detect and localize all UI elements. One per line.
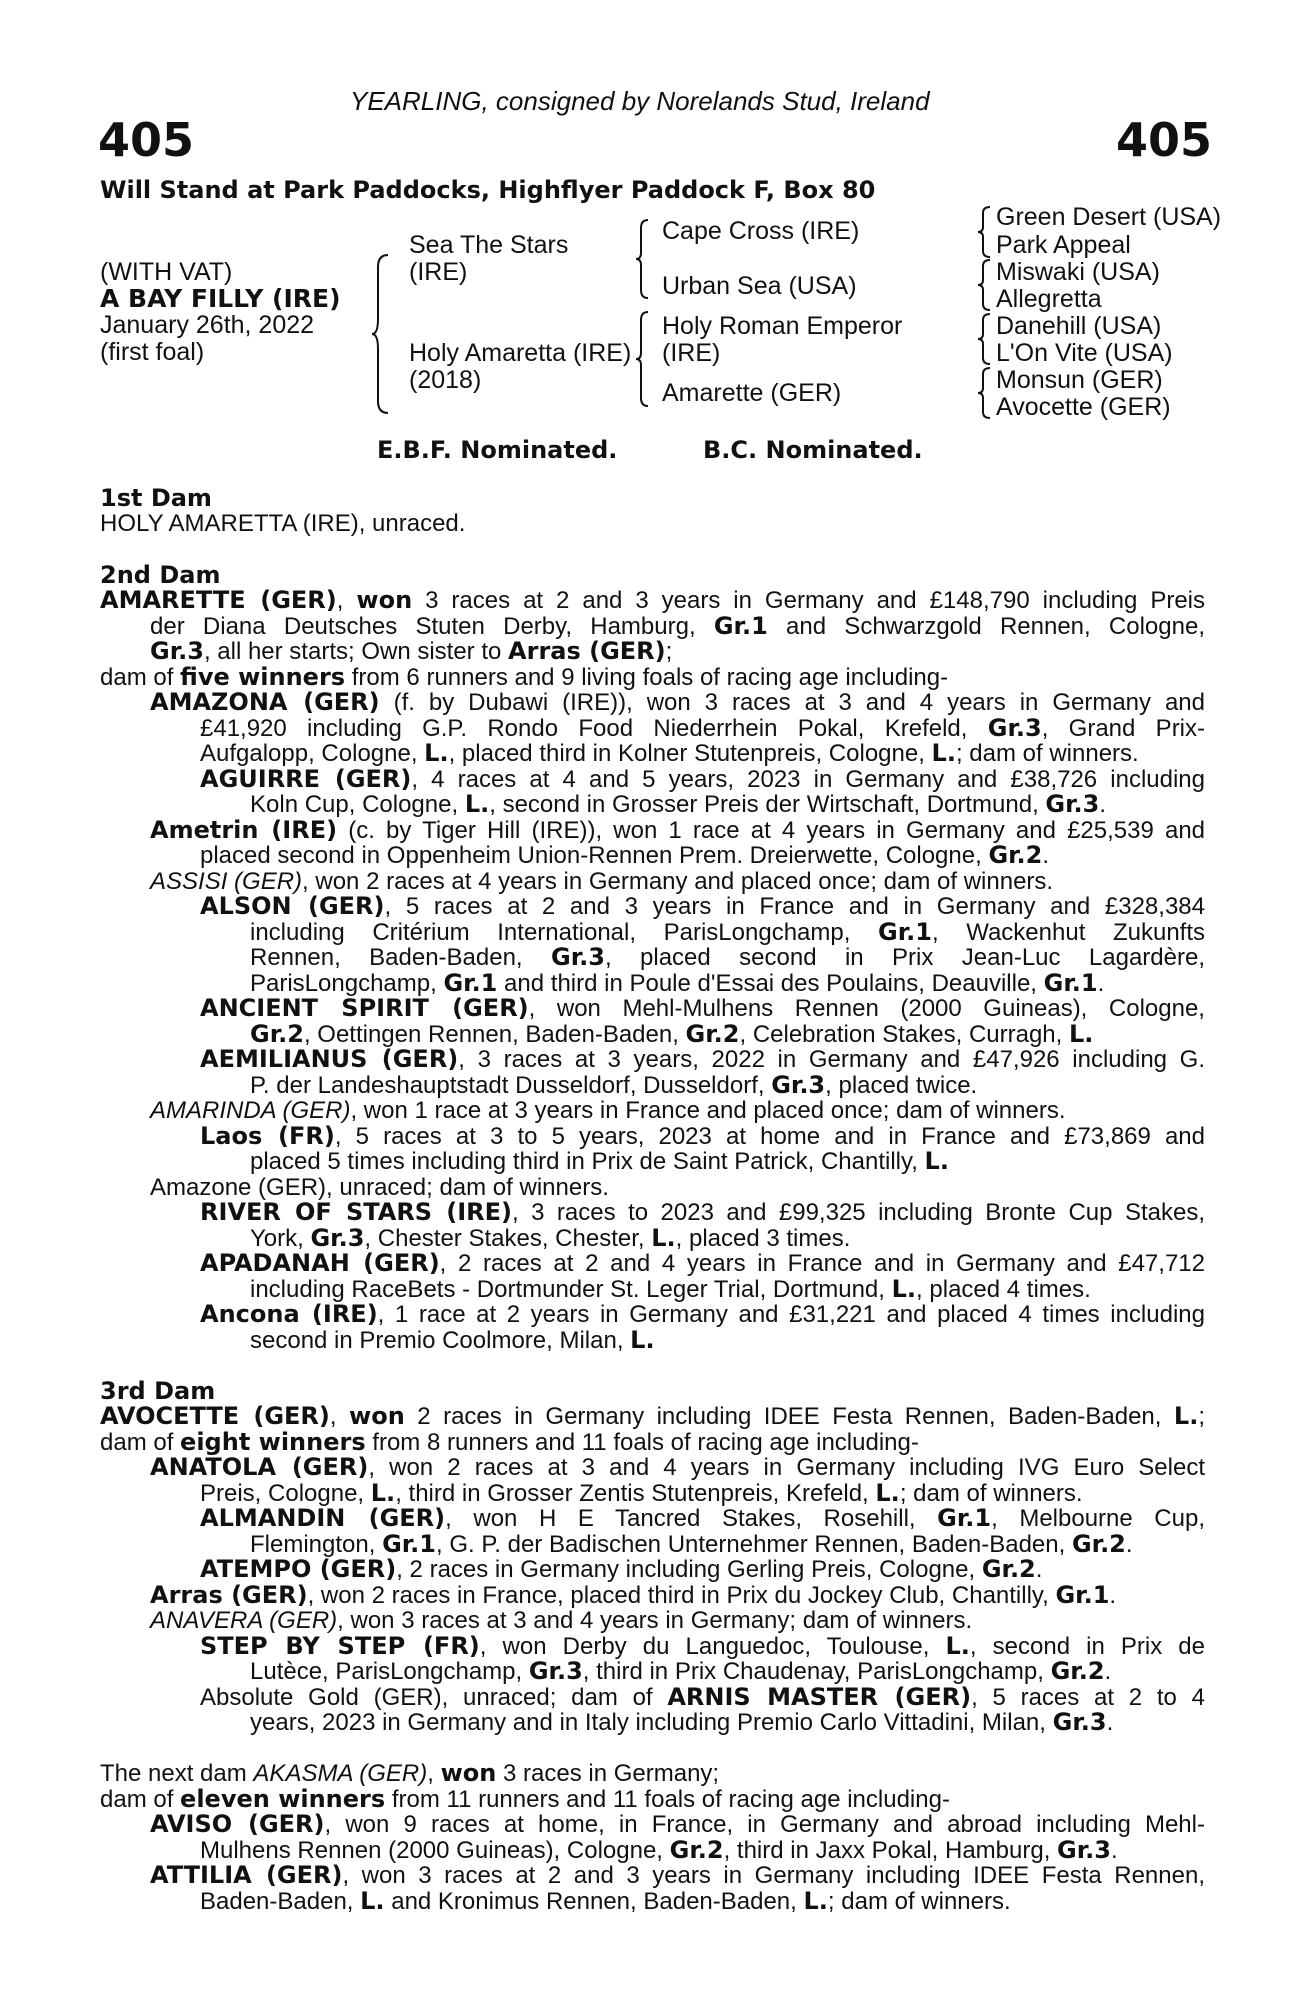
text-run: , won 9 races at home, in France, in Germany and abroad including Mehl- xyxy=(324,1811,1205,1838)
text-run: AVISO (GER) xyxy=(150,1810,325,1838)
text-run: , 5 races at 2 to 4 xyxy=(971,1684,1205,1711)
text-run: Gr.2 xyxy=(1050,1657,1105,1685)
text-run: (c. by Tiger Hill (IRE)), won 1 race at 4 years in Germany and £25,539 and xyxy=(337,817,1206,844)
text-line-7 xyxy=(200,716,1205,742)
text-line-43 xyxy=(200,1685,1205,1711)
text-run: L. xyxy=(924,1147,949,1175)
gen3-5: Danehill (USA) xyxy=(996,312,1162,340)
text-run: L. xyxy=(464,790,490,818)
text-run: Gr.3 xyxy=(1057,1836,1111,1864)
text-run: ANATOLA (GER) xyxy=(150,1453,369,1481)
text-run: . xyxy=(1109,1582,1117,1609)
text-line-34 xyxy=(150,1455,1205,1481)
text-run: , won H E Tancred Stakes, Rosehill, xyxy=(445,1505,938,1532)
text-run: Lutèce, ParisLongchamp, xyxy=(250,1658,529,1685)
text-run: (f. by Dubawi (IRE)), won 3 races at 3 and 4 years in Germany and xyxy=(379,689,1205,716)
text-line-5 xyxy=(100,665,1205,691)
text-run: , placed 3 times. xyxy=(675,1225,851,1252)
text-line-45 xyxy=(100,1761,1205,1787)
text-run: ARNIS MASTER (GER) xyxy=(667,1683,972,1711)
text-run: , Wackenhut Zukunfts xyxy=(931,919,1206,946)
text-run: , G. P. der Badischen Unternehmer Rennen, Baden-Baden, xyxy=(436,1531,1072,1558)
text-run: L. xyxy=(651,1224,676,1252)
text-run: Gr.1 xyxy=(937,1504,992,1532)
text-run: including RaceBets - Dortmunder St. Leger Trial, Dortmund, xyxy=(250,1276,892,1303)
text-line-39 xyxy=(150,1583,1205,1609)
text-run: L. xyxy=(803,1887,828,1915)
text-run: , Celebration Stakes, Curragh, xyxy=(739,1021,1069,1048)
text-line-4 xyxy=(150,639,1205,665)
text-run: L. xyxy=(1068,1020,1094,1048)
text-run: , Chester Stakes, Chester, xyxy=(364,1225,652,1252)
text-line-48 xyxy=(200,1838,1205,1864)
text-run: Gr.1 xyxy=(382,1530,436,1558)
dam-dam: Amarette (GER) xyxy=(662,379,842,407)
dam-sire-country: (IRE) xyxy=(662,339,721,367)
text-run: HOLY AMARETTA (IRE), unraced. xyxy=(100,510,466,537)
text-run: , 2 races in Germany including Gerling Preis, Cologne, xyxy=(396,1556,982,1583)
text-line-23 xyxy=(200,1124,1205,1150)
text-run: der Diana Deutsches Stuten Derby, Hamburg, xyxy=(150,613,714,640)
text-line-36 xyxy=(200,1506,1205,1532)
text-run: , xyxy=(336,587,357,614)
text-line-46 xyxy=(100,1787,1205,1813)
text-run: Gr.3 xyxy=(528,1657,583,1685)
text-run: , all her starts; Own sister to xyxy=(203,638,509,665)
text-run: from 6 runners and 9 living foals of racing age including- xyxy=(345,664,949,691)
text-run: ALSON (GER) xyxy=(200,892,385,920)
text-run: £41,920 including G.P. Rondo Food Niederrhein Pokal, Krefeld, xyxy=(200,715,988,742)
text-run: The next dam xyxy=(100,1760,254,1787)
text-run: and Kronimus Rennen, Baden-Baden, xyxy=(384,1888,804,1915)
text-line-25 xyxy=(150,1175,1205,1201)
text-run: won xyxy=(440,1759,497,1787)
text-line-38 xyxy=(200,1557,1205,1583)
text-run: , 5 races at 3 to 5 years, 2023 at home and in France and £73,869 and xyxy=(334,1123,1206,1150)
text-line-32 xyxy=(100,1404,1205,1430)
text-run: ANCIENT SPIRIT (GER) xyxy=(200,994,529,1022)
text-run: Aufgalopp, Cologne, xyxy=(200,740,425,767)
text-run: ; xyxy=(665,638,673,665)
text-run: Ancona (IRE) xyxy=(200,1300,378,1328)
text-line-27 xyxy=(250,1226,1205,1252)
gen3-3: Miswaki (USA) xyxy=(996,258,1160,286)
text-run: Absolute Gold (GER), unraced; dam of xyxy=(200,1684,668,1711)
text-line-42 xyxy=(250,1659,1205,1685)
lot-number-right: 405 xyxy=(1116,113,1213,167)
text-run: , third in Prix Chaudenay, ParisLongchamp, xyxy=(582,1658,1051,1685)
second-dam-heading: 2nd Dam xyxy=(100,561,221,589)
text-run: , placed twice. xyxy=(825,1072,978,1099)
text-run: , won 2 races at 3 and 4 years in Germany including IVG Euro Select xyxy=(368,1454,1205,1481)
text-run: including Critérium International, ParisLongchamp, xyxy=(250,919,878,946)
text-run: , 3 races at 3 years, 2022 in Germany and £47,926 including G. xyxy=(458,1046,1205,1073)
text-run: , placed 4 times. xyxy=(916,1276,1091,1303)
gen3-8: Avocette (GER) xyxy=(996,393,1171,421)
text-run: eleven winners xyxy=(180,1785,386,1813)
text-run: from 8 runners and 11 foals of racing age including- xyxy=(365,1429,919,1456)
text-run: AMARINDA (GER) xyxy=(150,1097,351,1124)
text-run: , won Mehl-Mulhens Rennen (2000 Guineas), Cologne, xyxy=(528,995,1205,1022)
text-run: , won 2 races in France, placed third in Prix du Jockey Club, Chantilly, xyxy=(307,1582,1056,1609)
text-run: AEMILIANUS (GER) xyxy=(200,1045,459,1073)
text-run: L. xyxy=(945,1632,970,1660)
text-run: L. xyxy=(370,1479,396,1507)
text-run: Arras (GER) xyxy=(150,1581,308,1609)
vat-note: (WITH VAT) xyxy=(100,258,233,286)
text-line-17 xyxy=(250,971,1205,997)
text-run: Gr.3 xyxy=(771,1071,826,1099)
dam-name: Holy Amaretta (IRE) xyxy=(409,339,632,367)
text-run: ASSISI (GER) xyxy=(150,868,303,895)
text-line-31 xyxy=(250,1328,1205,1354)
text-line-21 xyxy=(250,1073,1205,1099)
text-run: , won 1 race at 3 years in France and placed once; dam of winners. xyxy=(350,1097,1066,1124)
text-run: , won 2 races at 4 years in Germany and placed once; dam of winners. xyxy=(302,868,1054,895)
text-run: , 2 races at 2 and 4 years in France and in Germany and £47,712 xyxy=(439,1250,1205,1277)
text-run: . xyxy=(1110,1837,1118,1864)
text-run: years, 2023 in Germany and in Italy including Premio Carlo Vittadini, Milan, xyxy=(250,1709,1053,1736)
text-run: AGUIRRE (GER) xyxy=(200,765,412,793)
text-line-18 xyxy=(200,996,1205,1022)
text-line-9 xyxy=(200,767,1205,793)
stand-location: Will Stand at Park Paddocks, Highflyer Paddock F, Box 80 xyxy=(100,176,876,204)
text-line-22 xyxy=(150,1098,1205,1124)
sire-dam: Urban Sea (USA) xyxy=(662,272,857,300)
sire-name: Sea The Stars xyxy=(409,231,569,259)
text-run: and Schwarzgold Rennen, Cologne, xyxy=(767,613,1205,640)
text-run: dam of xyxy=(100,1429,181,1456)
text-line-15 xyxy=(250,920,1205,946)
text-run: , 5 races at 2 and 3 years in France and in Germany and £328,384 xyxy=(384,893,1205,920)
text-run: Gr.2 xyxy=(250,1020,304,1048)
text-run: ; dam of winners. xyxy=(827,1888,1011,1915)
text-run: , third in Jaxx Pokal, Hamburg, xyxy=(723,1837,1058,1864)
text-run: Rennen, Baden-Baden, xyxy=(250,944,552,971)
text-run: L. xyxy=(1173,1402,1199,1430)
text-run: Amazone (GER), unraced; dam of winners. xyxy=(150,1174,609,1201)
text-run: Flemington, xyxy=(250,1531,383,1558)
text-line-26 xyxy=(200,1200,1205,1226)
text-run: second in Premio Coolmore, Milan, xyxy=(250,1327,631,1354)
text-line-1 xyxy=(100,511,1205,537)
text-run: Gr.3 xyxy=(1045,790,1100,818)
text-run: L. xyxy=(630,1326,655,1354)
text-run: , second in Prix de xyxy=(969,1633,1206,1660)
text-line-10 xyxy=(250,792,1205,818)
text-run: STEP BY STEP (FR) xyxy=(200,1632,480,1660)
text-run: ATTILIA (GER) xyxy=(150,1861,343,1889)
text-run: ; xyxy=(1198,1403,1206,1430)
text-run: Arras (GER) xyxy=(508,637,666,665)
text-run: Gr.3 xyxy=(987,714,1042,742)
gen3-1: Green Desert (USA) xyxy=(996,203,1222,231)
text-run: . xyxy=(1125,1531,1133,1558)
text-run: 2 races in Germany including IDEE Festa Rennen, Baden-Baden, xyxy=(404,1403,1174,1430)
text-run: AKASMA (GER) xyxy=(253,1760,428,1787)
text-line-44 xyxy=(250,1710,1205,1736)
text-line-33 xyxy=(100,1430,1205,1456)
text-run: . xyxy=(1035,1556,1043,1583)
text-run: , won Derby du Languedoc, Toulouse, xyxy=(479,1633,946,1660)
text-run: , Melbourne Cup, xyxy=(991,1505,1205,1532)
text-run: York, xyxy=(250,1225,311,1252)
dam-record-text xyxy=(100,0,1205,2000)
text-line-3 xyxy=(150,614,1205,640)
text-run: Preis, Cologne, xyxy=(200,1480,371,1507)
text-line-8 xyxy=(200,741,1205,767)
text-run: L. xyxy=(875,1479,900,1507)
text-run: eight winners xyxy=(180,1428,366,1456)
gen3-2: Park Appeal xyxy=(996,231,1131,259)
third-dam-heading: 3rd Dam xyxy=(100,1377,216,1405)
text-run: 3 races in Germany; xyxy=(496,1760,720,1787)
text-run: . xyxy=(1104,1658,1112,1685)
dam-year: (2018) xyxy=(409,366,482,394)
text-line-37 xyxy=(250,1532,1205,1558)
text-line-30 xyxy=(200,1302,1205,1328)
text-line-28 xyxy=(200,1251,1205,1277)
text-line-47 xyxy=(150,1812,1205,1838)
text-run: , Grand Prix- xyxy=(1041,715,1206,742)
text-run: Baden-Baden, xyxy=(200,1888,361,1915)
text-run: and third in Poule d'Essai des Poulains, Deauville, xyxy=(497,970,1044,997)
text-run: APADANAH (GER) xyxy=(200,1249,440,1277)
text-line-35 xyxy=(200,1481,1205,1507)
text-run: ; dam of winners. xyxy=(955,740,1139,767)
text-line-13 xyxy=(150,869,1205,895)
text-run: Gr.2 xyxy=(685,1020,740,1048)
sire-country: (IRE) xyxy=(409,258,468,286)
text-run: Gr.3 xyxy=(310,1224,365,1252)
text-run: ParisLongchamp, xyxy=(250,970,444,997)
text-run: P. der Landeshauptstadt Dusseldorf, Dusseldorf, xyxy=(250,1072,772,1099)
text-run: Gr.1 xyxy=(443,969,498,997)
text-run: won xyxy=(349,1402,405,1430)
text-line-41 xyxy=(200,1634,1205,1660)
text-run: AMARETTE (GER) xyxy=(100,586,337,614)
text-run: L. xyxy=(891,1275,917,1303)
text-run: ANAVERA (GER) xyxy=(150,1607,338,1634)
text-run: . xyxy=(1042,842,1050,869)
text-run: Koln Cup, Cologne, xyxy=(250,791,465,818)
text-run: ; dam of winners. xyxy=(899,1480,1083,1507)
foal-note: (first foal) xyxy=(100,338,205,366)
text-run: L. xyxy=(424,739,449,767)
text-run: , 1 race at 2 years in Germany and £31,221 and placed 4 times including xyxy=(377,1301,1205,1328)
text-run: Mulhens Rennen (2000 Guineas), Cologne, xyxy=(200,1837,670,1864)
text-run: , won 3 races at 3 and 4 years in Germany; dam of winners. xyxy=(337,1607,973,1634)
horse-name: A BAY FILLY (IRE) xyxy=(100,284,341,313)
text-run: Gr.3 xyxy=(551,943,605,971)
text-run: 3 races at 2 and 3 years in Germany and £148,790 including Preis xyxy=(412,587,1206,614)
text-line-50 xyxy=(200,1889,1205,1915)
text-run: five winners xyxy=(180,663,346,691)
text-run: L. xyxy=(931,739,956,767)
text-run: , third in Grosser Zentis Stutenpreis, Krefeld, xyxy=(395,1480,876,1507)
ebf-nomination: E.B.F. Nominated. xyxy=(377,436,618,464)
text-line-40 xyxy=(150,1608,1205,1634)
text-run: Ametrin (IRE) xyxy=(150,816,338,844)
text-run: , placed second in Prix Jean-Luc Lagardère, xyxy=(604,944,1205,971)
gen3-7: Monsun (GER) xyxy=(996,366,1163,394)
gen3-6: L'On Vite (USA) xyxy=(996,339,1173,367)
text-run: AVOCETTE (GER) xyxy=(100,1402,330,1430)
text-run: , won 3 races at 2 and 3 years in Germany including IDEE Festa Rennen, xyxy=(342,1862,1205,1889)
dam-sire-name: Holy Roman Emperor xyxy=(662,312,903,340)
lot-number-left: 405 xyxy=(98,113,195,167)
text-line-14 xyxy=(200,894,1205,920)
text-run: Gr.2 xyxy=(988,841,1043,869)
text-run: , placed third in Kolner Stutenpreis, Cologne, xyxy=(448,740,932,767)
text-line-11 xyxy=(150,818,1205,844)
first-dam-heading: 1st Dam xyxy=(100,484,212,512)
text-run: Gr.2 xyxy=(669,1836,724,1864)
text-run: placed second in Oppenheim Union-Rennen Prem. Dreierwette, Cologne, xyxy=(200,842,989,869)
text-run: Gr.1 xyxy=(1043,969,1098,997)
text-run: Gr.3 xyxy=(150,637,204,665)
text-run: , xyxy=(329,1403,350,1430)
text-line-19 xyxy=(250,1022,1205,1048)
text-line-6 xyxy=(150,690,1205,716)
text-run: placed 5 times including third in Prix de Saint Patrick, Chantilly, xyxy=(250,1148,925,1175)
text-run: Laos (FR) xyxy=(200,1122,335,1150)
text-run: RIVER OF STARS (IRE) xyxy=(200,1198,512,1226)
text-run: . xyxy=(1099,791,1107,818)
text-run: Gr.3 xyxy=(1052,1708,1107,1736)
text-run: Gr.2 xyxy=(981,1555,1036,1583)
sire-sire: Cape Cross (IRE) xyxy=(662,217,860,245)
text-run: dam of xyxy=(100,1786,181,1813)
text-line-29 xyxy=(250,1277,1205,1303)
text-run: Gr.1 xyxy=(713,612,768,640)
text-run: from 11 runners and 11 foals of racing age including- xyxy=(385,1786,950,1813)
text-run: , Oettingen Rennen, Baden-Baden, xyxy=(303,1021,686,1048)
text-run: AMAZONA (GER) xyxy=(150,688,380,716)
text-line-49 xyxy=(150,1863,1205,1889)
bc-nomination: B.C. Nominated. xyxy=(703,436,923,464)
text-line-24 xyxy=(250,1149,1205,1175)
text-line-12 xyxy=(200,843,1205,869)
text-run: , 4 races at 4 and 5 years, 2023 in Germany and £38,726 including xyxy=(411,766,1206,793)
text-run: , xyxy=(427,1760,441,1787)
foaling-date: January 26th, 2022 xyxy=(100,311,315,339)
text-run: . xyxy=(1097,970,1105,997)
text-run: . xyxy=(1106,1709,1114,1736)
text-run: Gr.1 xyxy=(1055,1581,1110,1609)
text-run: , 3 races to 2023 and £99,325 including Bronte Cup Stakes, xyxy=(511,1199,1205,1226)
text-line-20 xyxy=(200,1047,1205,1073)
text-run: Gr.2 xyxy=(1071,1530,1126,1558)
text-run: ALMANDIN (GER) xyxy=(200,1504,446,1532)
text-run: dam of xyxy=(100,664,181,691)
text-line-16 xyxy=(250,945,1205,971)
text-run: Gr.1 xyxy=(878,918,932,946)
text-run: ATEMPO (GER) xyxy=(200,1555,397,1583)
text-run: L. xyxy=(360,1887,385,1915)
gen3-4: Allegretta xyxy=(996,285,1102,313)
text-run: won xyxy=(356,586,413,614)
text-run: , second in Grosser Preis der Wirtschaft, Dortmund, xyxy=(489,791,1046,818)
text-line-2 xyxy=(100,588,1205,614)
catalogue-subtitle: YEARLING, consigned by Norelands Stud, Ireland xyxy=(350,86,930,116)
